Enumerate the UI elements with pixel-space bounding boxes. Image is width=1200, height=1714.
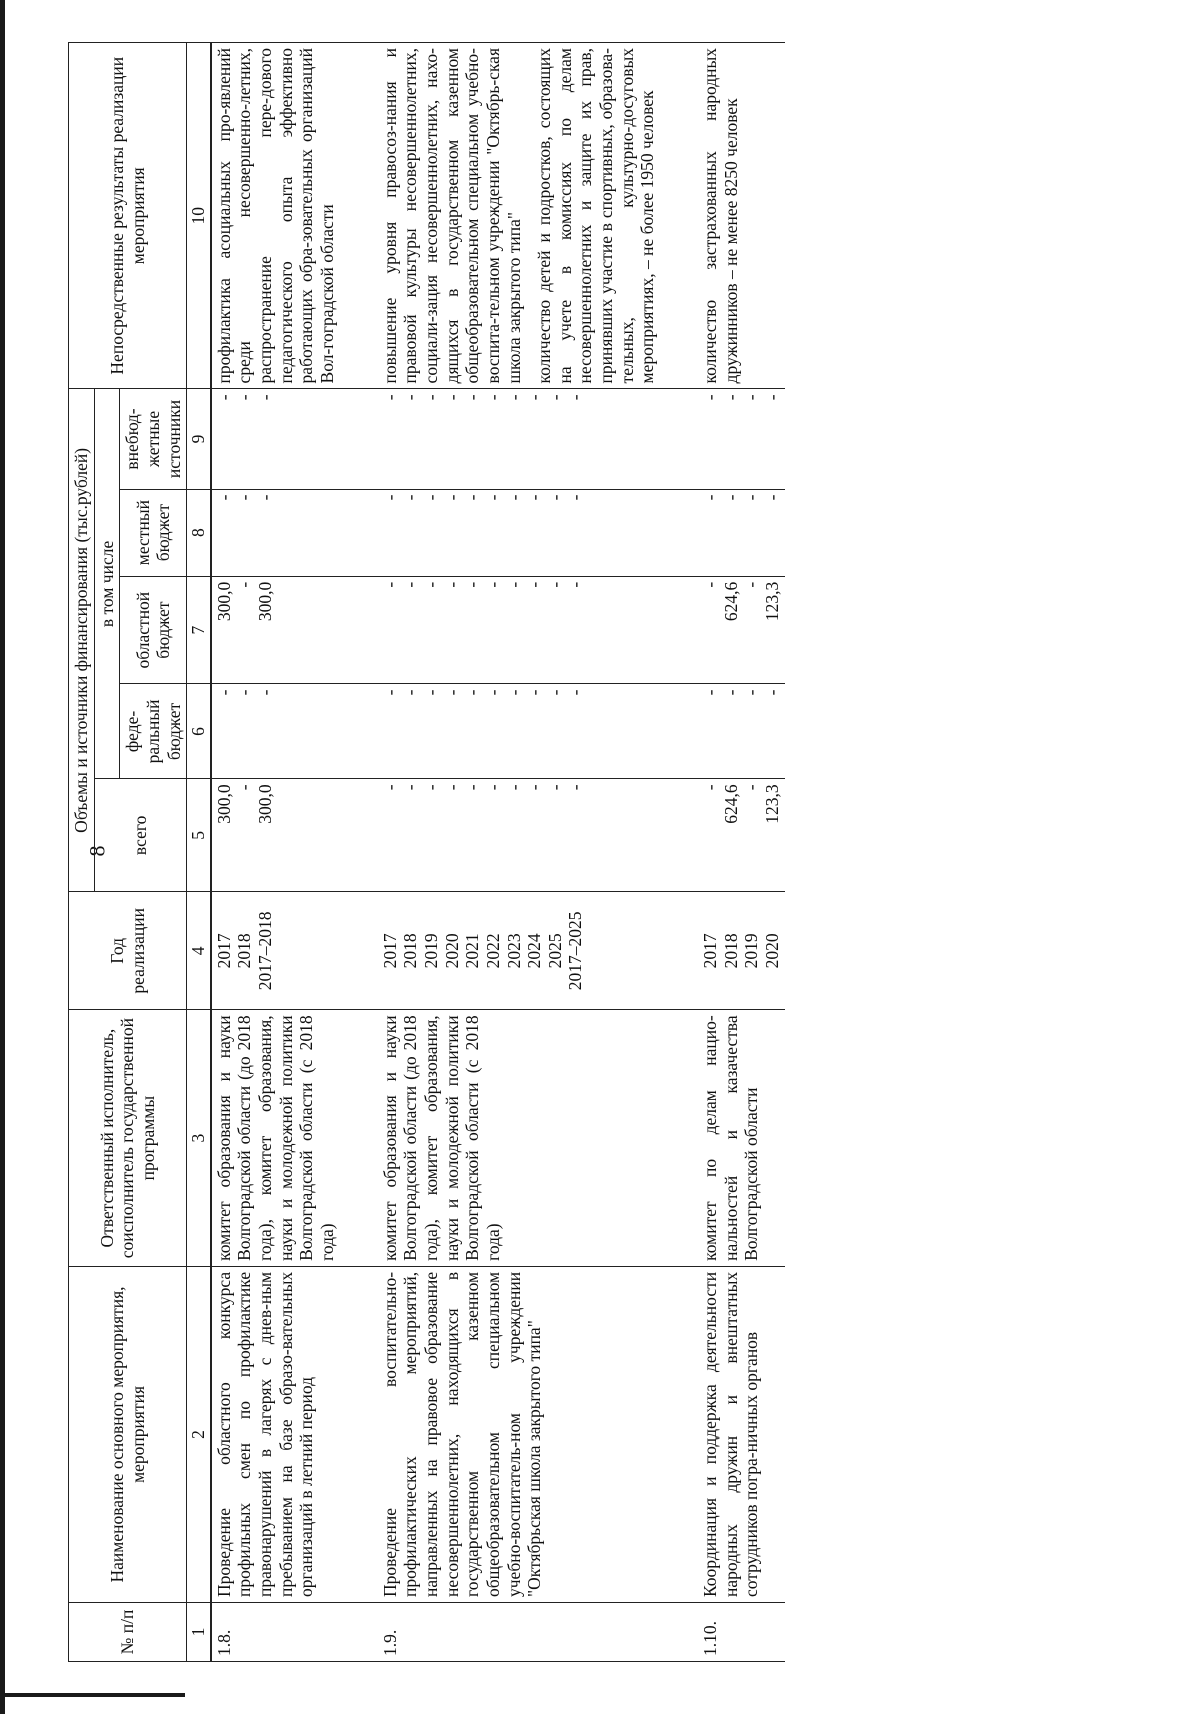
col-number: 10: [187, 43, 211, 389]
col-number: 8: [187, 489, 211, 576]
header-results: Непосредственные результаты реализации мероприятия: [69, 43, 187, 389]
row-federal-cell: [378, 684, 660, 779]
row-total-value: -: [400, 784, 421, 791]
row-federal-value: -: [482, 689, 503, 696]
row-federal-value: -: [720, 689, 741, 696]
row-name: Координация и поддержка деятельности народных дружин и внештатных сотрудников погра-ничных органов: [698, 1266, 785, 1602]
row-number: 1.9.: [378, 1603, 660, 1662]
row-extra-value: -: [524, 394, 545, 401]
row-result-secondary: количество детей и подростков, состоящих на учете в комиссиях по делам несовершеннолетних и защите их прав, принявших участие в спортивных, образова-тельных, культурно-досуговых мероприятиях, – не более 1950 человек: [534, 48, 658, 384]
row-local-value: -: [544, 494, 565, 501]
row-total-value: -: [700, 784, 721, 791]
row-regional-value: -: [441, 581, 462, 588]
row-result-cell: [378, 43, 660, 389]
row-regional-cell: [378, 576, 660, 684]
row-name: Проведение воспитательно-профилактических мероприятий, направленных на правовое образование несовершеннолетних, находящихся в государственном казенном общеобразовательном специальном учебно-воспитатель-ном учреждении "Октябрьская школа закрытого типа": [378, 1266, 660, 1602]
row-extra-value: -: [420, 394, 441, 401]
row-years-value: 2025: [544, 933, 565, 969]
row-years-value: 2019: [420, 933, 441, 969]
row-local-value: -: [720, 494, 741, 501]
spacer-cell: [340, 43, 378, 389]
row-local-value: -: [700, 494, 721, 501]
row-regional-value: 624,6: [720, 581, 741, 622]
spacer-cell: [660, 1010, 698, 1267]
spacer-cell: [660, 489, 698, 576]
row-federal-value: -: [234, 689, 255, 696]
row-total-value: 624,6: [720, 784, 741, 824]
row-years-cell: [211, 892, 340, 1010]
row-local-cell: [698, 489, 785, 576]
row-total-value: -: [741, 784, 762, 791]
row-extra-value: -: [565, 394, 586, 401]
row-federal-value: -: [441, 689, 462, 696]
row-extra-value: -: [400, 394, 421, 401]
row-total-value: 300,0: [213, 784, 234, 824]
spacer-cell: [660, 576, 698, 684]
row-extra-cell: [211, 389, 340, 489]
header-year: Год реализации: [69, 892, 187, 1010]
row-local-value: -: [462, 494, 483, 501]
row-result: профилактика асоциальных про-явлений среди несовершенно-летних, распространение пере-дового педагогического опыта эффективно работающих обра-зовательных организаций Вол-гоградской области: [213, 48, 338, 384]
row-regional-value: 123,3: [761, 581, 782, 622]
row-total-cell: [211, 779, 340, 892]
row-years-value: 2022: [482, 933, 503, 969]
row-local-value: -: [503, 494, 524, 501]
row-local-value: -: [565, 494, 586, 501]
header-name: Наименование основного мероприятия, мероприятия: [69, 1266, 187, 1602]
row-local-value: -: [741, 494, 762, 501]
col-number: 1: [187, 1603, 211, 1662]
row-extra-value: -: [462, 394, 483, 401]
rotated-table-wrapper: [68, 42, 1148, 1662]
row-regional-cell: [698, 576, 785, 684]
row-extra-cell: [698, 389, 785, 489]
row-federal-cell: [698, 684, 785, 779]
row-regional-value: -: [482, 581, 503, 588]
col-number: 2: [187, 1266, 211, 1602]
col-number: 6: [187, 684, 211, 779]
row-local-cell: [378, 489, 660, 576]
spacer-cell: [340, 1266, 378, 1602]
row-local-value: -: [400, 494, 421, 501]
row-regional-value: -: [565, 581, 586, 588]
row-local-value: -: [761, 494, 782, 501]
row-extra-value: -: [255, 394, 276, 401]
col-number: 3: [187, 1010, 211, 1267]
header-regional: областной бюджет: [120, 576, 187, 684]
row-federal-value: -: [255, 689, 276, 696]
row-years-value: 2017: [700, 933, 721, 969]
row-years-value: 2017: [379, 933, 400, 969]
row-executor: комитет по делам нацио-нальностей и казачества Волгоградской области: [698, 1010, 785, 1267]
row-number: 1.8.: [211, 1603, 340, 1662]
row-regional-value: -: [544, 581, 565, 588]
row-extra-value: -: [213, 394, 234, 401]
row-regional-value: -: [379, 581, 400, 588]
row-executor: комитет образования и науки Волгоградской области (до 2018 года), комитет образования, науки и молодежной политики Волгоградской области (с 2018 года): [378, 1010, 660, 1267]
header-num: № п/п: [69, 1603, 187, 1662]
table-row: [211, 43, 340, 1662]
row-local-value: -: [420, 494, 441, 501]
row-years-value: 2018: [234, 933, 255, 969]
row-federal-value: -: [213, 689, 234, 696]
row-total-value: -: [544, 784, 565, 791]
row-federal-value: -: [420, 689, 441, 696]
row-local-value: -: [524, 494, 545, 501]
col-number: 4: [187, 892, 211, 1010]
spacer-cell: [660, 779, 698, 892]
table-body: [211, 43, 785, 1662]
row-federal-value: -: [565, 689, 586, 696]
spacer-cell: [340, 1603, 378, 1662]
col-number: 7: [187, 576, 211, 684]
row-total-value: -: [379, 784, 400, 791]
spacer-cell: [660, 43, 698, 389]
row-years-value: 2018: [720, 933, 741, 969]
header-funding: Объемы и источники финансирования (тыс.рублей): [69, 389, 95, 892]
table-row: [378, 43, 660, 1662]
spacer-cell: [340, 1010, 378, 1267]
row-local-cell: [211, 489, 340, 576]
row-federal-value: -: [524, 689, 545, 696]
row-years-value: 2023: [503, 933, 524, 969]
row-years-value: 2020: [441, 933, 462, 969]
row-federal-value: -: [503, 689, 524, 696]
row-total-value: -: [441, 784, 462, 791]
row-local-value: -: [213, 494, 234, 501]
row-years-value: 2019: [741, 933, 762, 969]
row-extra-value: -: [741, 394, 762, 401]
table-row: [698, 43, 785, 1662]
row-extra-value: -: [379, 394, 400, 401]
spacer-cell: [340, 684, 378, 779]
row-total-value: -: [420, 784, 441, 791]
row-local-value: -: [379, 494, 400, 501]
header-including: в том числе: [94, 389, 120, 779]
row-total-value: -: [482, 784, 503, 791]
scan-bottom-edge: [0, 1693, 185, 1697]
row-spacer: [660, 43, 698, 1662]
row-local-value: -: [482, 494, 503, 501]
row-regional-value: -: [700, 581, 721, 588]
row-extra-value: -: [761, 394, 782, 401]
header-total: всего: [94, 779, 187, 892]
scan-left-edge: [0, 0, 5, 1714]
row-regional-value: -: [741, 581, 762, 588]
row-extra-value: -: [700, 394, 721, 401]
row-regional-value: -: [524, 581, 545, 588]
spacer-cell: [660, 1266, 698, 1602]
spacer-cell: [340, 576, 378, 684]
header-extra: внебюд-жетные источники: [120, 389, 187, 489]
row-total-value: -: [524, 784, 545, 791]
row-regional-value: 300,0: [213, 581, 234, 622]
row-local-value: -: [234, 494, 255, 501]
row-extra-value: -: [234, 394, 255, 401]
row-regional-value: 300,0: [255, 581, 276, 622]
row-local-value: -: [255, 494, 276, 501]
row-federal-value: -: [400, 689, 421, 696]
page-number: 8: [84, 845, 110, 857]
row-years-value: 2020: [761, 933, 782, 969]
row-regional-value: -: [400, 581, 421, 588]
spacer-cell: [660, 684, 698, 779]
row-result-cell: [698, 43, 785, 389]
row-years-value: 2017: [213, 933, 234, 969]
row-total-value: 123,3: [761, 784, 782, 824]
spacer-cell: [660, 389, 698, 489]
row-years-value: 2021: [462, 933, 483, 969]
row-years-cell: [698, 892, 785, 1010]
row-federal-value: -: [462, 689, 483, 696]
row-years-value: 2024: [524, 933, 545, 969]
row-regional-value: -: [462, 581, 483, 588]
spacer-cell: [660, 1603, 698, 1662]
row-extra-value: -: [503, 394, 524, 401]
spacer-cell: [340, 892, 378, 1010]
row-total-cell: [698, 779, 785, 892]
row-total-cell: [378, 779, 660, 892]
row-extra-value: -: [720, 394, 741, 401]
row-name: Проведение областного конкурса профильных смен по профилактике правонарушений в лагерях с днев-ным пребыванием на базе образо-вательных организаций в летний период: [211, 1266, 340, 1602]
row-total-value: -: [462, 784, 483, 791]
header-executor: Ответственный исполнитель, соисполнитель государственной программы: [69, 1010, 187, 1267]
row-result: количество застрахованных народных дружинников – не менее 8250 человек: [700, 48, 741, 384]
row-federal-value: -: [544, 689, 565, 696]
row-total-value: -: [565, 784, 586, 791]
row-result: повышение уровня правосоз-нания и правовой культуры несовершеннолетних, социали-зация несовершеннолетних, нахо-дящихся в государственном казенном общеобразовательном специальном учебно-воспита-тельном учреждении "Октябрь-ская школа закрытого типа": [379, 48, 524, 384]
row-regional-value: -: [420, 581, 441, 588]
row-extra-value: -: [482, 394, 503, 401]
row-total-value: 300,0: [255, 784, 276, 824]
spacer-cell: [340, 779, 378, 892]
spacer-cell: [660, 892, 698, 1010]
row-regional-cell: [211, 576, 340, 684]
row-federal-value: -: [741, 689, 762, 696]
rotated-table-inner: [68, 42, 1148, 1662]
spacer-cell: [340, 389, 378, 489]
row-federal-value: -: [761, 689, 782, 696]
row-years-cell: [378, 892, 660, 1010]
row-extra-value: -: [441, 394, 462, 401]
row-years-value: 2017–2018: [255, 911, 276, 991]
row-executor: комитет образования и науки Волгоградской области (до 2018 года), комитет образования, науки и молодежной политики Волгоградской области (с 2018 года): [211, 1010, 340, 1267]
column-numbers-row: [187, 43, 211, 1662]
col-number: 9: [187, 389, 211, 489]
row-years-value: 2017–2025: [565, 911, 586, 991]
row-extra-cell: [378, 389, 660, 489]
row-years-value: 2018: [400, 933, 421, 969]
row-extra-value: -: [544, 394, 565, 401]
header-federal: феде-ральный бюджет: [120, 684, 187, 779]
row-federal-value: -: [379, 689, 400, 696]
row-number: 1.10.: [698, 1603, 785, 1662]
col-number: 5: [187, 779, 211, 892]
row-federal-cell: [211, 684, 340, 779]
row-total-value: -: [503, 784, 524, 791]
spacer-cell: [340, 489, 378, 576]
row-local-value: -: [441, 494, 462, 501]
header-local: местный бюджет: [120, 489, 187, 576]
row-regional-value: -: [234, 581, 255, 588]
row-result-cell: [211, 43, 340, 389]
program-table: [68, 42, 785, 1662]
row-regional-value: -: [503, 581, 524, 588]
row-total-value: -: [234, 784, 255, 791]
row-spacer: [340, 43, 378, 1662]
row-federal-value: -: [700, 689, 721, 696]
